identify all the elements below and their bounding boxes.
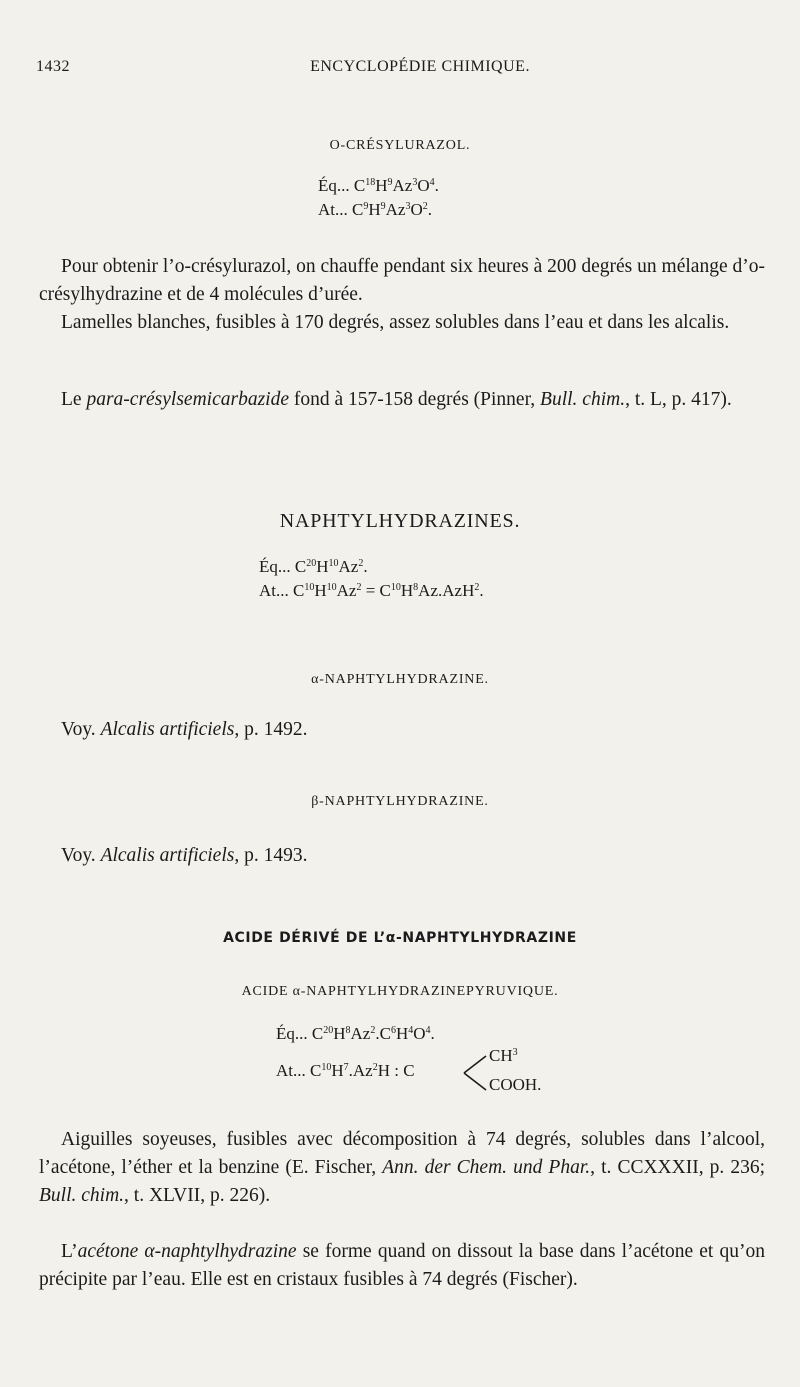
section-title-o-cresylurazol: O-CRÉSYLURAZOL.: [329, 138, 471, 153]
running-header: [36, 58, 764, 82]
paragraph: Le para-crésylsemicarbazide fond à 157-158 degrés (Pinner, Bull. chim., t. L, p. 417).: [61, 389, 732, 410]
reference-title: Alcalis artificiels: [100, 719, 235, 740]
branch-bond-icon: [462, 1050, 492, 1096]
section-title-naphtylhydrazines: NAPHTYLHYDRAZINES.: [279, 510, 521, 532]
formula-label: Éq...: [318, 176, 350, 195]
paragraph: Lamelles blanches, fusibles à 170 degrés, assez solubles dans l’eau et dans les alcalis.: [61, 312, 730, 333]
reference-title: Alcalis artificiels: [100, 845, 235, 866]
formula-equivalent: Éq... $C^{20}H^{10}Az^2$.: [259, 557, 368, 576]
section-title-alpha-naphtylhydrazine: α-NAPHTYLHYDRAZINE.: [311, 672, 489, 687]
formula-atomic: At... $C^{10}H^7.Az^2H$ : C: [276, 1061, 415, 1080]
formula-label: At...: [276, 1061, 306, 1080]
branch-bottom-group: COOH.: [489, 1075, 542, 1094]
formula-label: At...: [259, 581, 289, 600]
formula-atomic: At... $C^{10}H^{10}Az^2 = C^{10}H^8Az.AzH^2$.: [259, 581, 484, 600]
citation-journal: Bull. chim.: [39, 1185, 125, 1206]
paragraph: L’acétone α-naphtylhydrazine se forme quand on dissout la base dans l’acétone et qu’on précipite par l’eau. Elle est en cristaux fusibles à 74 degrés (Fischer).: [39, 1241, 765, 1290]
formula-label: Éq...: [259, 557, 291, 576]
paragraph: Aiguilles soyeuses, fusibles avec décomposition à 74 degrés, solubles dans l’alcool, l’acétone, l’éther et la benzine (E. Fischer, Ann. der Chem. und Phar., t. CCXXXII, p. 236; Bull. chim., t. XLVII, p. 226).: [39, 1129, 765, 1206]
formula-atomic: At... $C^9H^9Az^3O^2$.: [318, 200, 432, 219]
formula-equivalent: Éq... $C^{18}H^9Az^3O^4$.: [318, 176, 439, 195]
compound-name: para-crésylsemicarbazide: [86, 389, 289, 410]
paragraph: Voy. Alcalis artificiels, p. 1492.: [61, 719, 308, 740]
page-number: 1432: [36, 58, 70, 75]
section-heading-acide-derive: ACIDE DÉRIVÉ DE L’α-NAPHTYLHYDRAZINE: [223, 930, 577, 946]
subsection-title-acide-pyruvique: ACIDE α-NAPHTYLHYDRAZINEPYRUVIQUE.: [241, 984, 559, 999]
formula-label: At...: [318, 200, 348, 219]
paragraph: Voy. Alcalis artificiels, p. 1493.: [61, 845, 308, 866]
citation-journal: Ann. der Chem. und Phar.: [382, 1157, 591, 1178]
section-title-beta-naphtylhydrazine: β-NAPHTYLHYDRAZINE.: [311, 794, 489, 809]
formula-label: Éq...: [276, 1024, 308, 1043]
citation-journal: Bull. chim.: [540, 389, 626, 410]
branch-top-group: $CH^3$: [489, 1046, 518, 1065]
compound-name: acétone α-naphtylhydrazine: [77, 1241, 297, 1262]
formula-equivalent: Éq... $C^{20}H^8Az^2.C^6H^4O^4$.: [276, 1024, 435, 1043]
paragraph: Pour obtenir l’o-crésylurazol, on chauffe pendant six heures à 200 degrés un mélange d’o-crésylhydrazine et de 4 molécules d’urée.: [39, 256, 765, 305]
running-title: ENCYCLOPÉDIE CHIMIQUE.: [310, 58, 530, 75]
